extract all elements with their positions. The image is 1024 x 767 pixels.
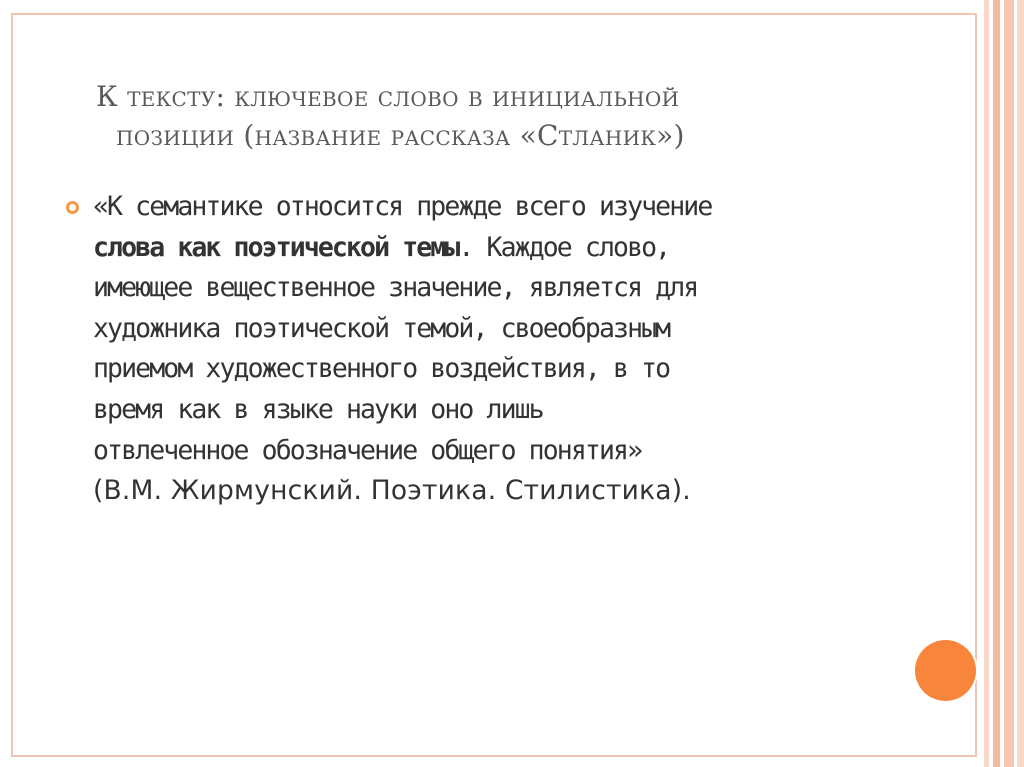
body-line-7: отвлеченное обозначение общего понятия» <box>93 434 642 466</box>
body-line-6: время как в языке науки оно лишь <box>93 393 543 425</box>
title-line-2: позиции (название рассказа «Стланик») <box>116 119 685 152</box>
orange-circle-icon <box>915 640 976 701</box>
stripe <box>1017 0 1024 767</box>
stripe <box>993 0 1000 767</box>
decorative-stripes <box>984 0 1024 767</box>
body-bold-phrase: слова как поэтической темы <box>93 231 459 263</box>
body-line-2-rest: . Каждое слово, <box>458 231 670 263</box>
citation: (В.М. Жирмунский. Поэтика. Стилистика). <box>93 475 691 507</box>
stripe <box>1004 0 1014 767</box>
ring-bullet-icon <box>66 201 79 214</box>
body-line-1: «К семантике относится прежде всего изучение <box>93 191 712 222</box>
body-line-4: художника поэтической темой, своеобразным <box>93 312 670 344</box>
quote-paragraph <box>93 187 893 512</box>
title-line-1: К тексту: ключевое слово в инициальной <box>96 80 680 113</box>
body-line-5: приемом художественного воздействия, в то <box>93 353 670 385</box>
slide-title <box>96 77 896 155</box>
body-line-2 <box>93 228 893 269</box>
body-line-3: имеющее вещественное значение, является для <box>93 272 698 304</box>
